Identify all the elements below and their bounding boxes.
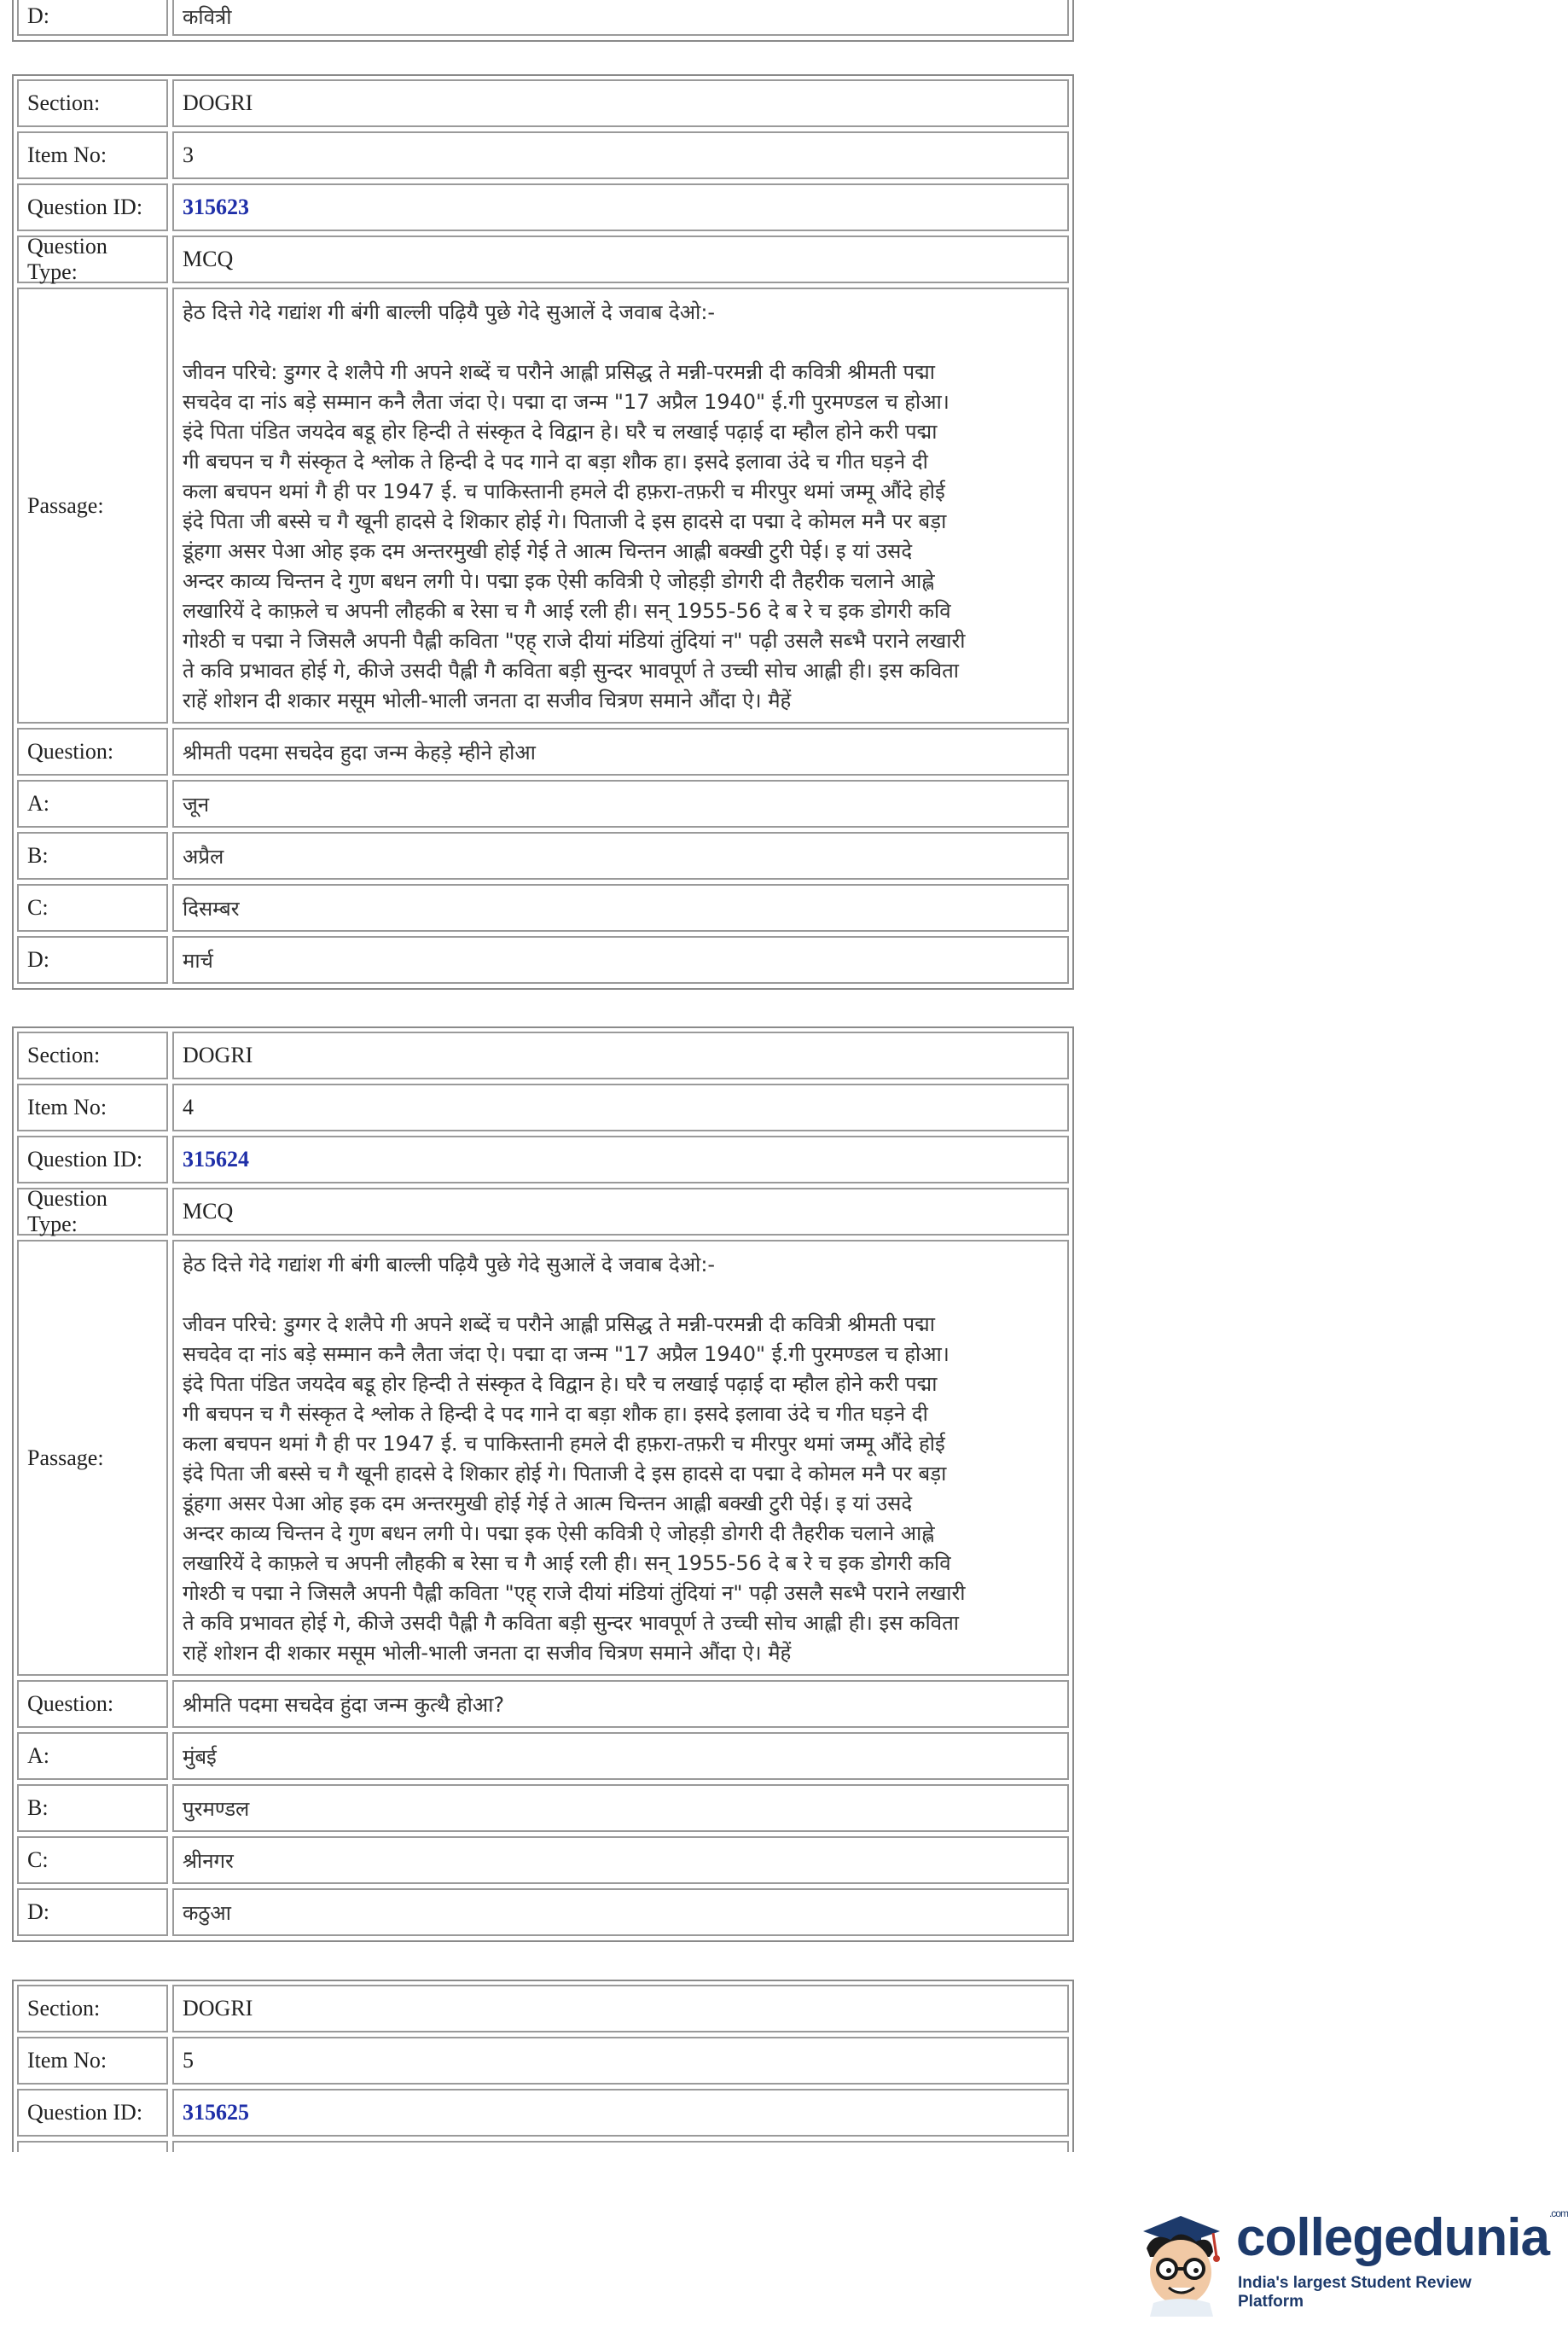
- passage-line: अन्दर काव्य चिन्तन दे गुण बधन लगी पे। पद्मा इक ऐसी कवित्री ऐ जोहड़ी डोगरी दी तैहरीक चलाने आह्ले: [183, 1521, 935, 1545]
- passage-line: गोश्ठी च पद्मा ने जिसलै अपनी पैह्ली कविता "एह् राजे दीयां मंडियां तुंदियां न" पढ़ी उसलै सब्भै पराने लखारी: [183, 1581, 966, 1605]
- question-card-3: [12, 74, 1074, 990]
- option-a-value: मुंबई: [172, 1732, 1069, 1780]
- passage-line: लखारियें दे काफ़ले च अपनी लौहकी ब रेसा च गै आई रली ही। सन् 1955-56 दे ब रे च इक डोगरी कवि: [183, 1551, 951, 1575]
- passage-line: कला बचपन थमां गै ही पर 1947 ई. च पाकिस्तानी हमले दी हफ़रा-तफ़री च मीरपुर थमां जम्मू औंदे होई: [183, 1432, 945, 1456]
- passage-line: राहें शोशन दी शकार मसूम भोली-भाली जनता दा सजीव चित्रण समाने औंदा ऐ। मैहें: [183, 689, 792, 712]
- question-type-value: MCQ: [172, 236, 1069, 283]
- question-type-value: MCQ: [172, 1188, 1069, 1236]
- passage-label: Passage:: [17, 288, 168, 724]
- item-no-value: 5: [172, 2037, 1069, 2085]
- option-d-value: मार्च: [172, 936, 1069, 984]
- passage-line: सचदेव दा नांऽ बड़े सम्मान कनै लैता जंदा ऐ। पद्मा दा जन्म "17 अप्रैल 1940" ई.गी पुरमण्डल च होआ।: [183, 1342, 950, 1366]
- option-d-label: D:: [17, 936, 168, 984]
- section-value: DOGRI: [172, 1985, 1069, 2032]
- section-label: Section:: [17, 1032, 168, 1079]
- option-a-label: A:: [17, 780, 168, 828]
- option-d-label: D:: [17, 0, 168, 36]
- passage-line: सचदेव दा नांऽ बड़े सम्मान कनै लैता जंदा ऐ। पद्मा दा जन्म "17 अप्रैल 1940" ई.गी पुरमण्डल च होआ।: [183, 390, 950, 414]
- option-b-value: अप्रैल: [172, 832, 1069, 880]
- question-id-label: Question ID:: [17, 1136, 168, 1183]
- mascot-icon: [1128, 2197, 1234, 2317]
- section-value: DOGRI: [172, 79, 1069, 127]
- option-d-value: कवित्री: [172, 0, 1069, 36]
- option-b-value: पुरमण्डल: [172, 1784, 1069, 1832]
- question-id-label: Question ID:: [17, 2089, 168, 2137]
- passage-line: जीवन परिचे: डुग्गर दे शलैपे गी अपने शब्दें च परौने आह्ली प्रसिद्ध ते मन्नी-परमन्नी दी कवित्री श्रीमती पद्मा: [183, 360, 935, 384]
- passage-line: इंदे पिता जी बस्से च गै खूनी हादसे दे शिकार होई गे। पिताजी दे इस हादसे दा पद्मा दे कोमल मनै पर बड़ा: [183, 509, 947, 533]
- option-a-label: A:: [17, 1732, 168, 1780]
- question-type-label: Question Type:: [17, 1188, 168, 1236]
- passage-line: गी बचपन च गै संस्कृत दे श्लोक ते हिन्दी दे पद गाने दा बड़ा शौक हा। इसदे इलावा उंदे च गीत घड़ने दी: [183, 1402, 928, 1426]
- passage-instruction: हेठ दित्ते गेदे गद्यांश गी बंगी बाल्ली पढ़ियै पुछे गेदे सुआलें दे जवाब देओ:-: [183, 1253, 716, 1276]
- item-no-label: Item No:: [17, 2037, 168, 2085]
- passage-label: Passage:: [17, 1240, 168, 1676]
- option-c-label: C:: [17, 1836, 168, 1884]
- question-card-4: [12, 1026, 1074, 1942]
- passage-line: राहें शोशन दी शकार मसूम भोली-भाली जनता दा सजीव चित्रण समाने औंदा ऐ। मैहें: [183, 1641, 792, 1665]
- passage-line: कला बचपन थमां गै ही पर 1947 ई. च पाकिस्तानी हमले दी हफ़रा-तफ़री च मीरपुर थमां जम्मू औंदे होई: [183, 480, 945, 503]
- question-card-2-fragment: [12, 0, 1074, 42]
- section-value: DOGRI: [172, 1032, 1069, 1079]
- passage-line: डूंहगा असर पेआ ओह इक दम अन्तरमुखी होई गेई ते आत्म चिन्तन आह्ली बक्खी टुरी पेई। इ यां उसदे: [183, 1492, 913, 1515]
- passage-text: [172, 1240, 1069, 1676]
- option-b-label: B:: [17, 832, 168, 880]
- passage-line: गोश्ठी च पद्मा ने जिसलै अपनी पैह्ली कविता "एह् राजे दीयां मंडियां तुंदियां न" पढ़ी उसलै सब्भै पराने लखारी: [183, 629, 966, 653]
- brand-name: collegedunia$^{.com}$: [1236, 2207, 1568, 2267]
- passage-line: अन्दर काव्य चिन्तन दे गुण बधन लगी पे। पद्मा इक ऐसी कवित्री ऐ जोहड़ी डोगरी दी तैहरीक चलाने आह्ले: [183, 569, 935, 593]
- option-b-label: B:: [17, 1784, 168, 1832]
- passage-line: गी बचपन च गै संस्कृत दे श्लोक ते हिन्दी दे पद गाने दा बड़ा शौक हा। इसदे इलावा उंदे च गीत घड़ने दी: [183, 450, 928, 474]
- item-no-label: Item No:: [17, 131, 168, 179]
- question-label: Question:: [17, 1680, 168, 1728]
- question-id-value: 315625: [172, 2089, 1069, 2137]
- passage-line: इंदे पिता जी बस्से च गै खूनी हादसे दे शिकार होई गे। पिताजी दे इस हादसे दा पद्मा दे कोमल मनै पर बड़ा: [183, 1462, 947, 1486]
- collegedunia-logo: [1128, 2197, 1568, 2317]
- option-d-label: D:: [17, 1888, 168, 1936]
- item-no-value: 4: [172, 1084, 1069, 1131]
- item-no-label: Item No:: [17, 1084, 168, 1131]
- question-id-value: 315623: [172, 183, 1069, 231]
- option-c-label: C:: [17, 884, 168, 932]
- passage-line: इंदे पिता पंडित जयदेव बडू होर हिन्दी ते संस्कृत दे विद्वान हे। घरै च लखाई पढ़ाई दा म्हौल होने करी पद्मा: [183, 1372, 938, 1396]
- option-c-value: दिसम्बर: [172, 884, 1069, 932]
- section-label: Section:: [17, 1985, 168, 2032]
- item-no-value: 3: [172, 131, 1069, 179]
- option-d-value: कठुआ: [172, 1888, 1069, 1936]
- passage-text: [172, 288, 1069, 724]
- passage-instruction: हेठ दित्ते गेदे गद्यांश गी बंगी बाल्ली पढ़ियै पुछे गेदे सुआलें दे जवाब देओ:-: [183, 300, 716, 324]
- brand-tagline: India's largest Student Review Platform: [1238, 2274, 1472, 2311]
- question-label: Question:: [17, 728, 168, 776]
- passage-line: ते कवि प्रभावत होई गे, कीजे उसदी पैह्ली गै कविता बड़ी सुन्दर भावपूर्ण ते उच्ची सोच आह्ली ही। इस कविता: [183, 1611, 959, 1635]
- question-type-label: Question Type:: [17, 236, 168, 283]
- passage-line: इंदे पिता पंडित जयदेव बडू होर हिन्दी ते संस्कृत दे विद्वान हे। घरै च लखाई पढ़ाई दा म्हौल होने करी पद्मा: [183, 420, 938, 444]
- passage-line: लखारियें दे काफ़ले च अपनी लौहकी ब रेसा च गै आई रली ही। सन् 1955-56 दे ब रे च इक डोगरी कवि: [183, 599, 951, 623]
- page-cutoff-mask: [12, 2152, 1074, 2326]
- option-c-value: श्रीनगर: [172, 1836, 1069, 1884]
- passage-line: जीवन परिचे: डुग्गर दे शलैपे गी अपने शब्दें च परौने आह्ली प्रसिद्ध ते मन्नी-परमन्नी दी कवित्री श्रीमती पद्मा: [183, 1312, 935, 1336]
- option-a-value: जून: [172, 780, 1069, 828]
- question-text: श्रीमती पदमा सचदेव हुदा जन्म केहड़े म्हीने होआ: [172, 728, 1069, 776]
- passage-line: ते कवि प्रभावत होई गे, कीजे उसदी पैह्ली गै कविता बड़ी सुन्दर भावपूर्ण ते उच्ची सोच आह्ली ही। इस कविता: [183, 659, 959, 683]
- question-text: श्रीमति पदमा सचदेव हुंदा जन्म कुत्थै होआ?: [172, 1680, 1069, 1728]
- passage-line: डूंहगा असर पेआ ओह इक दम अन्तरमुखी होई गेई ते आत्म चिन्तन आह्ली बक्खी टुरी पेई। इ यां उसदे: [183, 539, 913, 563]
- section-label: Section:: [17, 79, 168, 127]
- question-id-label: Question ID:: [17, 183, 168, 231]
- question-id-value: 315624: [172, 1136, 1069, 1183]
